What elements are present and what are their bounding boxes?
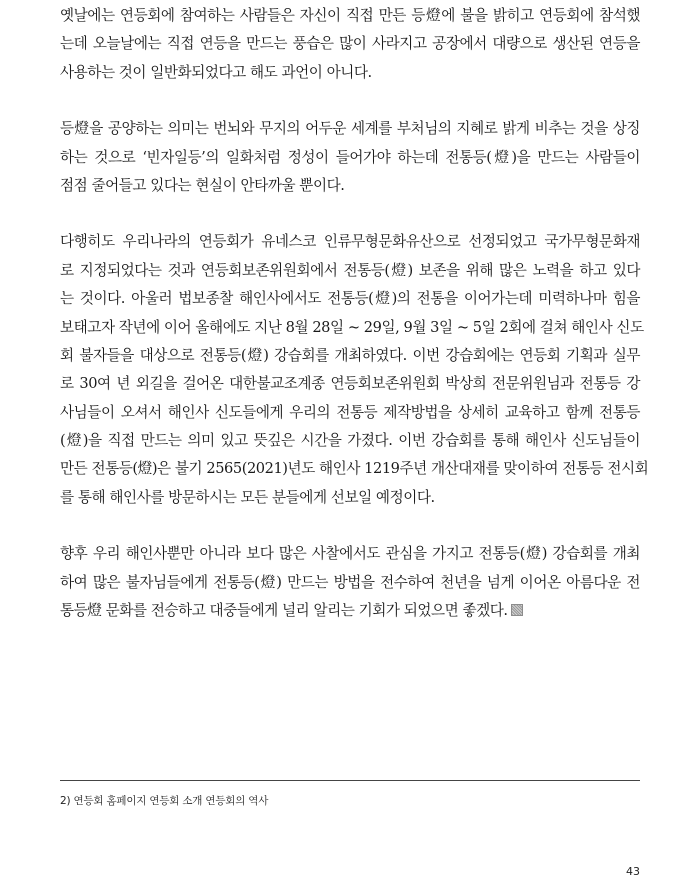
text-line: 점점 줄어들고 있다는 현실이 안타까울 뿐이다. [60, 176, 345, 194]
paragraph-3 [60, 228, 649, 512]
text-line: 하는 것으로 ‘빈자일등’의 일화처럼 정성이 들어가야 하는데 전통등(燈)을 만드는 사람들이 [60, 148, 640, 166]
text-line: 향후 우리 해인사뿐만 아니라 보다 많은 사찰에서도 관심을 가지고 전통등(燈) 강습회를 개최 [60, 545, 640, 563]
page-number: 43 [626, 865, 640, 878]
text-line: 옛날에는 연등회에 참여하는 사람들은 자신이 직접 만든 등燈에 불을 밝히고 연등회에 참석했 [60, 7, 640, 24]
text-line: 는데 오늘날에는 직접 연등을 만드는 풍습은 많이 사라지고 공장에서 대량으로 생산된 연등을 [60, 35, 640, 53]
text-line-content: 통등燈 문화를 전승하고 대중들에게 널리 알리는 기회가 되었으면 좋겠다. [60, 602, 508, 620]
text-line: 로 지정되었다는 것과 연등회보존위원회에서 전통등(燈) 보존을 위해 많은 노력을 하고 있다 [60, 261, 640, 279]
paragraph-2 [60, 115, 640, 200]
text-line: 다행히도 우리나라의 연등회가 유네스코 인류무형문화유산으로 선정되었고 국가무형문화재 [60, 233, 640, 251]
text-line: 보태고자 작년에 이어 올해에도 지난 8월 28일 ~ 29일, 9월 3일 ~ 5일 2회에 걸쳐 해인사 신도 [60, 318, 644, 336]
footnote-divider [60, 780, 640, 781]
text-line: 를 통해 해인사를 방문하시는 모든 분들에게 선보일 예정이다. [60, 488, 435, 506]
article-body [60, 2, 649, 653]
footnote: 2) 연등회 홈페이지 연등회 소개 연등회의 역사 [60, 795, 269, 807]
text-line: 는 것이다. 아울러 법보종찰 해인사에서도 전통등(燈)의 전통을 이어가는데 미력하나마 힘을 [60, 290, 640, 308]
text-line: 만든 전통등(燈)은 불기 2565(2021)년도 해인사 1219주년 개산대재를 맞이하여 전통등 전시회 [60, 460, 649, 478]
paragraph-1 [60, 2, 640, 87]
text-line: 하여 많은 불자님들에게 전통등(燈) 만드는 방법을 전수하여 천년을 넘게 이어온 아름다운 전 [60, 573, 640, 591]
text-line: (燈)을 직접 만드는 의미 있고 뜻깊은 시간을 가졌다. 이번 강습회를 통해 해인사 신도님들이 [60, 432, 640, 450]
text-line: 사용하는 것이 일반화되었다고 해도 과언이 아니다. [60, 63, 372, 81]
text-line: 회 불자들을 대상으로 전통등(燈) 강습회를 개최하였다. 이번 강습회에는 연등회 기획과 실무 [60, 346, 640, 364]
text-line: 등燈을 공양하는 의미는 번뇌와 무지의 어두운 세계를 부처님의 지혜로 밝게 비추는 것을 상징 [60, 120, 640, 138]
text-line: 사님들이 오셔서 해인사 신도들에게 우리의 전통등 제작방법을 상세히 교육하고 함께 전통등 [60, 403, 640, 421]
text-line: 로 30여 년 외길을 걸어온 대한불교조계종 연등회보존위원회 박상희 전문위원님과 전통등 강 [60, 375, 640, 393]
text-line-last [60, 597, 640, 625]
paragraph-4 [60, 540, 640, 625]
end-mark-icon [511, 604, 523, 616]
